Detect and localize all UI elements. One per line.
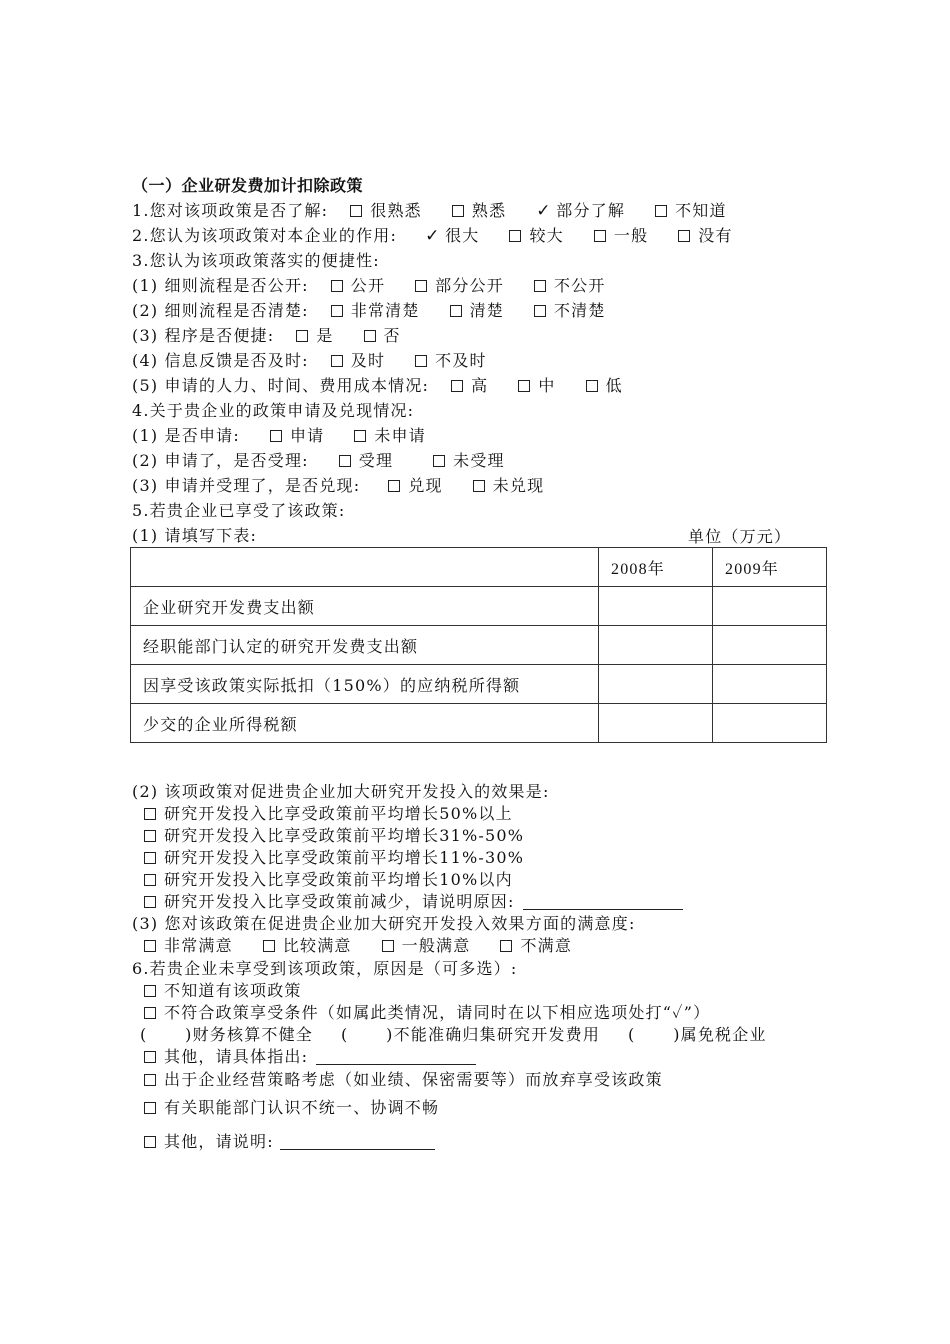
- option[interactable]: 是: [296, 324, 333, 348]
- checkbox[interactable]: [586, 380, 598, 392]
- table-input-cell[interactable]: [599, 587, 713, 626]
- table-row-label: 经职能部门认定的研究开发费支出额: [131, 626, 599, 665]
- table-input-cell[interactable]: [599, 704, 713, 743]
- option[interactable]: 中: [518, 374, 555, 398]
- option[interactable]: 未受理: [433, 449, 505, 473]
- option[interactable]: 低: [586, 374, 623, 398]
- option-fairly-large[interactable]: 较大: [509, 224, 563, 248]
- table-row-label: 少交的企业所得税额: [131, 704, 599, 743]
- checkbox[interactable]: [144, 1051, 156, 1063]
- question-2-text: 2.您认为该项政策对本企业的作用:: [132, 226, 398, 245]
- table-row: [131, 665, 827, 704]
- checkbox[interactable]: [655, 205, 667, 217]
- checkbox[interactable]: [415, 280, 427, 292]
- checkbox[interactable]: [350, 205, 362, 217]
- question-3-4: (4) 信息反馈是否及时: 及时 不及时: [132, 349, 487, 373]
- question-4-2: (2) 申请了，是否受理: 受理 未受理: [132, 449, 505, 473]
- checkbox[interactable]: [415, 355, 427, 367]
- effect-option-1[interactable]: 研究开发投入比享受政策前平均增长50%以上: [132, 802, 513, 826]
- effect-option-2[interactable]: 研究开发投入比享受政策前平均增长31%-50%: [132, 824, 524, 848]
- checkbox[interactable]: [364, 330, 376, 342]
- checkbox[interactable]: [594, 230, 606, 242]
- table-header-2008: 2008年: [599, 548, 713, 587]
- question-1: [132, 199, 727, 223]
- checkbox[interactable]: [473, 480, 485, 492]
- checkbox[interactable]: [263, 940, 275, 952]
- checkbox[interactable]: [331, 305, 343, 317]
- table-prompt: (1) 请填写下表:: [132, 526, 258, 545]
- checkbox[interactable]: [144, 1007, 156, 1019]
- checkbox[interactable]: [144, 808, 156, 820]
- option[interactable]: 受理: [339, 449, 393, 473]
- table-row: [131, 704, 827, 743]
- option-familiar[interactable]: 熟悉: [452, 199, 506, 223]
- option[interactable]: 部分公开: [415, 274, 504, 298]
- table-input-cell[interactable]: [713, 626, 827, 665]
- option-none[interactable]: 没有: [678, 224, 732, 248]
- other-specify-input[interactable]: [316, 1048, 476, 1065]
- checkbox[interactable]: [144, 852, 156, 864]
- table-row-label: 企业研究开发费支出额: [131, 587, 599, 626]
- checkbox[interactable]: [144, 1102, 156, 1114]
- table-row: [131, 626, 827, 665]
- option[interactable]: 清楚: [450, 299, 504, 323]
- question-6-text: 6.若贵企业未享受到该项政策，原因是（可多选）:: [132, 959, 518, 978]
- table-input-cell[interactable]: [713, 587, 827, 626]
- question-3-3: (3) 程序是否便捷: 是 否: [132, 324, 401, 348]
- checkbox[interactable]: [354, 430, 366, 442]
- question-4-3: (3) 申请并受理了，是否兑现: 兑现 未兑现: [132, 474, 544, 498]
- checkbox[interactable]: [534, 280, 546, 292]
- table-header-2009: 2009年: [713, 548, 827, 587]
- effect-option-3[interactable]: 研究开发投入比享受政策前平均增长11%-30%: [132, 846, 524, 870]
- option[interactable]: 兑现: [388, 474, 442, 498]
- checkbox[interactable]: [382, 940, 394, 952]
- option[interactable]: 不满意: [500, 934, 572, 958]
- checkbox[interactable]: [518, 380, 530, 392]
- question-1-text: 1.您对该项政策是否了解:: [132, 201, 329, 220]
- option[interactable]: 不清楚: [534, 299, 606, 323]
- expense-table: [130, 547, 827, 743]
- reason-unknown[interactable]: 不知道有该项政策: [132, 979, 302, 1003]
- checkmark-icon: ✓: [425, 226, 441, 246]
- checkbox[interactable]: [144, 830, 156, 842]
- checkbox[interactable]: [452, 205, 464, 217]
- table-header-cell: [131, 548, 599, 587]
- option[interactable]: 不及时: [415, 349, 487, 373]
- option[interactable]: 否: [364, 324, 401, 348]
- option[interactable]: 比较满意: [263, 934, 352, 958]
- table-input-cell[interactable]: [599, 626, 713, 665]
- option[interactable]: 申请: [270, 424, 324, 448]
- checkbox[interactable]: [144, 874, 156, 886]
- satisfaction-question: (3) 您对该政策在促进贵企业加大研究开发投入效果方面的满意度:: [132, 914, 636, 933]
- checkbox[interactable]: [451, 380, 463, 392]
- effect-question: (2) 该项政策对促进贵企业加大研究开发投入的效果是:: [132, 782, 550, 801]
- checkmark-icon: ✓: [536, 201, 552, 221]
- checkbox[interactable]: [339, 455, 351, 467]
- option[interactable]: 一般满意: [382, 934, 471, 958]
- table-header-row: [131, 548, 827, 587]
- question-3-text: 3.您认为该项政策落实的便捷性:: [132, 251, 380, 270]
- option-partial[interactable]: ✓ 部分了解: [536, 201, 626, 221]
- paren-item[interactable]: ( )属免税企业: [628, 1025, 767, 1044]
- checkbox[interactable]: [144, 1074, 156, 1086]
- reason-other-explain[interactable]: 其他，请说明:: [132, 1130, 435, 1154]
- reason-nonconform[interactable]: 不符合政策享受条件（如属此类情况，请同时在以下相应选项处打“✓”）: [132, 1001, 710, 1025]
- checkbox[interactable]: [331, 280, 343, 292]
- checkbox[interactable]: [144, 1136, 156, 1148]
- option[interactable]: 高: [451, 374, 488, 398]
- option[interactable]: 公开: [331, 274, 385, 298]
- table-input-cell[interactable]: [713, 665, 827, 704]
- option[interactable]: 非常满意: [144, 936, 233, 955]
- reason-other-specify[interactable]: 其他，请具体指出:: [132, 1045, 476, 1069]
- checkbox[interactable]: [144, 896, 156, 908]
- reason-input[interactable]: [523, 893, 683, 910]
- paren-item[interactable]: ( )不能准确归集研究开发费用: [341, 1025, 601, 1044]
- question-3-2: (2) 细则流程是否清楚: 非常清楚 清楚 不清楚: [132, 299, 606, 323]
- option[interactable]: 未申请: [354, 424, 426, 448]
- checkbox[interactable]: [509, 230, 521, 242]
- checkbox[interactable]: [331, 355, 343, 367]
- checkbox[interactable]: [433, 455, 445, 467]
- satisfaction-options: [132, 934, 572, 958]
- question-5-text: 5.若贵企业已享受了该政策:: [132, 501, 346, 520]
- option[interactable]: 非常清楚: [331, 299, 420, 323]
- effect-option-4[interactable]: 研究开发投入比享受政策前平均增长10%以内: [132, 868, 513, 892]
- question-4-text: 4.关于贵企业的政策申请及兑现情况:: [132, 401, 415, 420]
- checkbox[interactable]: [678, 230, 690, 242]
- option-unknown[interactable]: 不知道: [655, 199, 727, 223]
- question-4-1: (1) 是否申请: 申请 未申请: [132, 424, 426, 448]
- option[interactable]: 及时: [331, 349, 385, 373]
- nonconform-subitems: [140, 1023, 767, 1047]
- table-row-label: 因享受该政策实际抵扣（150%）的应纳税所得额: [131, 665, 599, 704]
- question-3-5: (5) 申请的人力、时间、费用成本情况: 高 中 低: [132, 374, 623, 398]
- question-2: [132, 224, 733, 248]
- table-row: [131, 587, 827, 626]
- table-input-cell[interactable]: [713, 704, 827, 743]
- reason-strategy[interactable]: 出于企业经营策略考虑（如业绩、保密需要等）而放弃享受该政策: [132, 1068, 663, 1092]
- option[interactable]: 未兑现: [473, 474, 545, 498]
- table-input-cell[interactable]: [599, 665, 713, 704]
- unit-label: 单位（万元）: [688, 527, 792, 546]
- effect-option-5[interactable]: 研究开发投入比享受政策前减少，请说明原因:: [132, 890, 683, 914]
- checkbox[interactable]: [534, 305, 546, 317]
- checkbox[interactable]: [450, 305, 462, 317]
- checkbox[interactable]: [144, 985, 156, 997]
- checkbox[interactable]: [388, 480, 400, 492]
- section-title: （一）企业研发费加计扣除政策: [132, 176, 364, 195]
- checkbox[interactable]: [500, 940, 512, 952]
- paren-item[interactable]: ( )财务核算不健全: [140, 1025, 314, 1044]
- option-average[interactable]: 一般: [594, 224, 648, 248]
- checkbox[interactable]: [296, 330, 308, 342]
- reason-dept[interactable]: 有关职能部门认识不统一、协调不畅: [132, 1096, 439, 1120]
- option[interactable]: 不公开: [534, 274, 606, 298]
- question-3-1: (1) 细则流程是否公开: 公开 部分公开 不公开: [132, 274, 606, 298]
- other-explain-input[interactable]: [280, 1133, 435, 1150]
- option-large[interactable]: ✓ 很大: [425, 226, 480, 246]
- checkbox[interactable]: [270, 430, 282, 442]
- checkbox[interactable]: [144, 940, 156, 952]
- option-very-familiar[interactable]: 很熟悉: [350, 199, 422, 223]
